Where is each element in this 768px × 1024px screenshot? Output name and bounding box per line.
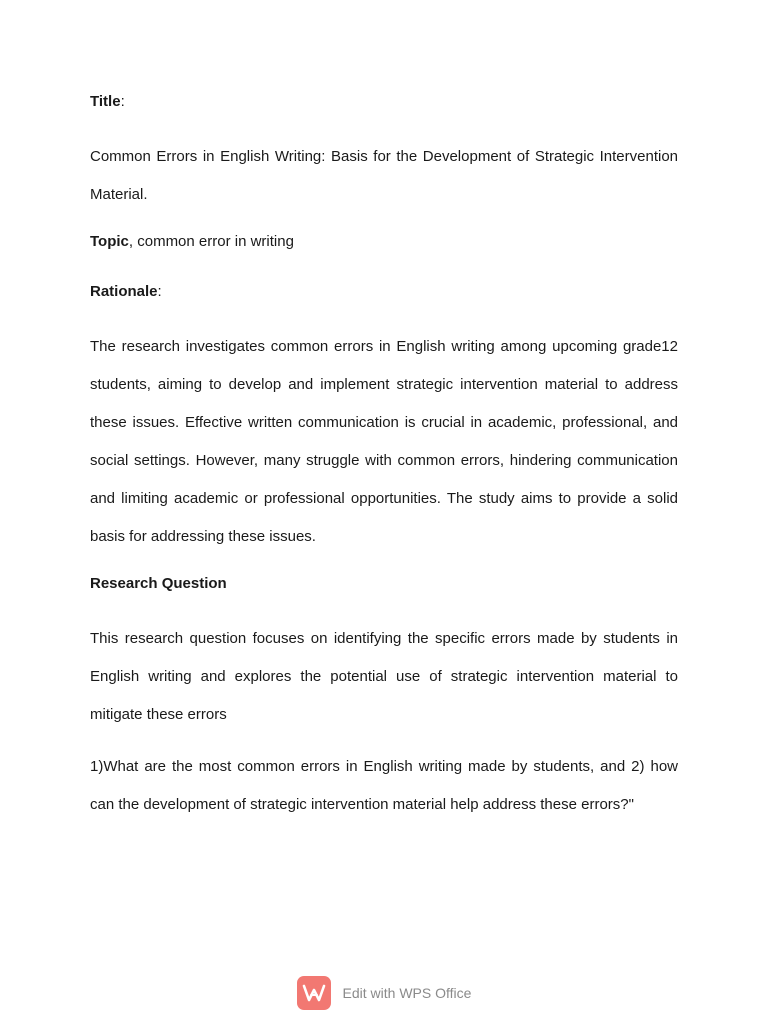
research-question-intro-paragraph	[90, 620, 678, 734]
rationale-line: social settings. However, many struggle with common errors, hindering communication	[90, 452, 678, 469]
research-question-paragraph	[90, 748, 678, 824]
title-text-line: Material.	[90, 186, 148, 203]
title-colon: :	[120, 93, 125, 110]
title-heading	[90, 88, 678, 116]
rq-intro-line: mitigate these errors	[90, 706, 227, 723]
rationale-line: and limiting academic or professional opportunities. The study aims to provide a solid	[90, 490, 678, 507]
rationale-line: these issues. Effective written communication is crucial in academic, professional, and	[90, 414, 678, 431]
topic-text: , common error in writing	[128, 233, 294, 250]
rq-line: can the development of strategic intervention material help address these errors?"	[90, 796, 634, 813]
edit-with-wps-link[interactable]: Edit with WPS Office	[342, 985, 472, 1001]
rq-line: 1)What are the most common errors in English writing made by students, and 2) how	[90, 758, 678, 775]
rationale-heading	[90, 278, 678, 306]
rationale-colon: :	[157, 283, 162, 300]
rationale-line: students, aiming to develop and implement strategic intervention material to address	[90, 376, 678, 393]
rationale-label: Rationale	[90, 283, 158, 300]
rationale-line: The research investigates common errors in English writing among upcoming grade12	[90, 338, 678, 355]
topic-label: Topic	[90, 233, 129, 250]
rq-intro-line: English writing and explores the potential use of strategic intervention material to	[90, 668, 678, 685]
document-content	[90, 88, 678, 824]
title-label: Title	[90, 93, 121, 110]
wps-footer[interactable]	[0, 973, 768, 1013]
rationale-line: basis for addressing these issues.	[90, 528, 316, 545]
topic-line	[90, 228, 678, 256]
title-text-line: Common Errors in English Writing: Basis for the Development of Strategic Intervention	[90, 148, 678, 165]
rq-intro-line: This research question focuses on identifying the specific errors made by students in	[90, 630, 678, 647]
research-question-heading: Research Question	[90, 575, 227, 592]
wps-office-icon[interactable]	[297, 976, 331, 1010]
rationale-paragraph	[90, 328, 678, 556]
